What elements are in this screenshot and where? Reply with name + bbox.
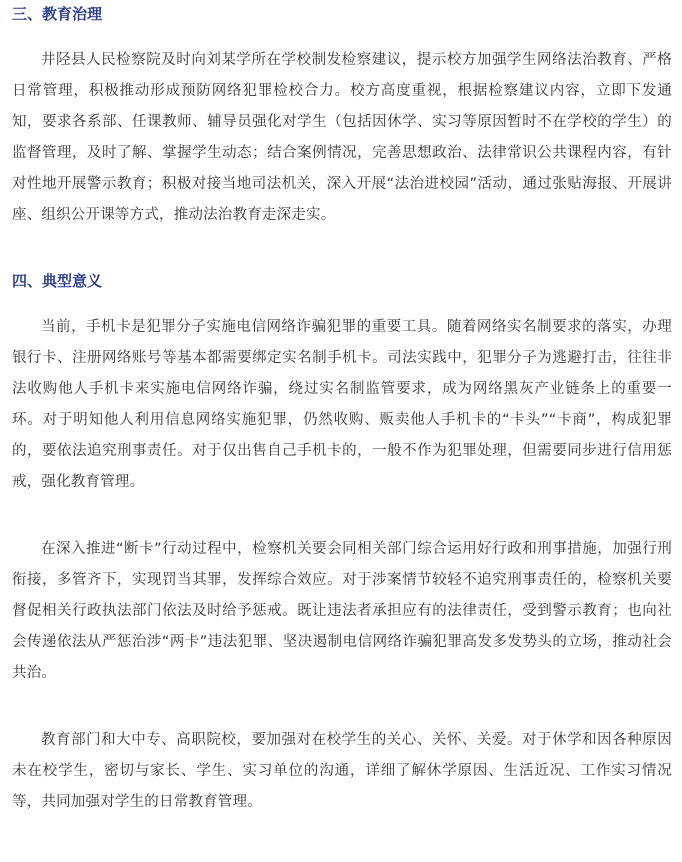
- section-title-education-governance: 三、教育治理: [12, 5, 103, 23]
- paragraph-education-governance: 井陉县人民检察院及时向刘某学所在学校制发检察建议，提示校方加强学生网络法治教育、严格日常管理，积极推动形成预防网络犯罪检校合力。校方高度重视，根据检察建议内容，立即下发通知，要求各系部、任课教师、辅导员强化对学生（包括因休学、实习等原因暂时不在学校的学生）的监督管理，及时了解、掌握学生动态；结合案例情况，完善思想政治、法律常识公共课程内容，有针对性地开展警示教育；积极对接当地司法机关，深入开展“法治进校园”活动，通过张贴海报、开展讲座、组织公开课等方式，推动法治教育走深走实。: [12, 52, 672, 223]
- spacer: [12, 689, 672, 725]
- spacer: [12, 295, 672, 312]
- spacer: [12, 498, 672, 534]
- paragraph-significance-2: 在深入推进“断卡”行动过程中，检察机关要会同相关部门综合运用好行政和刑事措施，加强行刑衔接，多管齐下，实现罚当其罪，发挥综合效应。对于涉案情节较轻不追究刑事责任的，检察机关要督促相关行政执法部门依法及时给予惩戒。既让违法者承担应有的法律责任，受到警示教育；也向社会传递依法从严惩治涉“两卡”违法犯罪、坚决遏制电信网络诈骗犯罪高发多发势头的立场，推动社会共治。: [12, 541, 672, 681]
- paragraph-significance-1: 当前，手机卡是犯罪分子实施电信网络诈骗犯罪的重要工具。随着网络实名制要求的落实，办理银行卡、注册网络账号等基本都需要绑定实名制手机卡。司法实践中，犯罪分子为逃避打击，往往非法收购他人手机卡来实施电信网络诈骗，绕过实名制监管要求，成为网络黑灰产业链条上的重要一环。对于明知他人利用信息网络实施犯罪，仍然收购、贩卖他人手机卡的“卡头”“卡商”，构成犯罪的，要依法追究刑事责任。对于仅出售自己手机卡的，一般不作为犯罪处理，但需要同步进行信用惩戒，强化教育管理。: [12, 319, 672, 490]
- spacer: [12, 231, 672, 267]
- section-title-typical-significance: 四、典型意义: [12, 272, 103, 290]
- spacer: [12, 28, 672, 45]
- paragraph-significance-3: 教育部门和大中专、高职院校，要加强对在校学生的关心、关怀、关爱。对于休学和因各种原因未在校学生，密切与家长、学生、实习单位的沟通，详细了解休学原因、生活近况、工作实习情况等，共同加强对学生的日常教育管理。: [12, 732, 672, 810]
- article-body: [12, 0, 672, 818]
